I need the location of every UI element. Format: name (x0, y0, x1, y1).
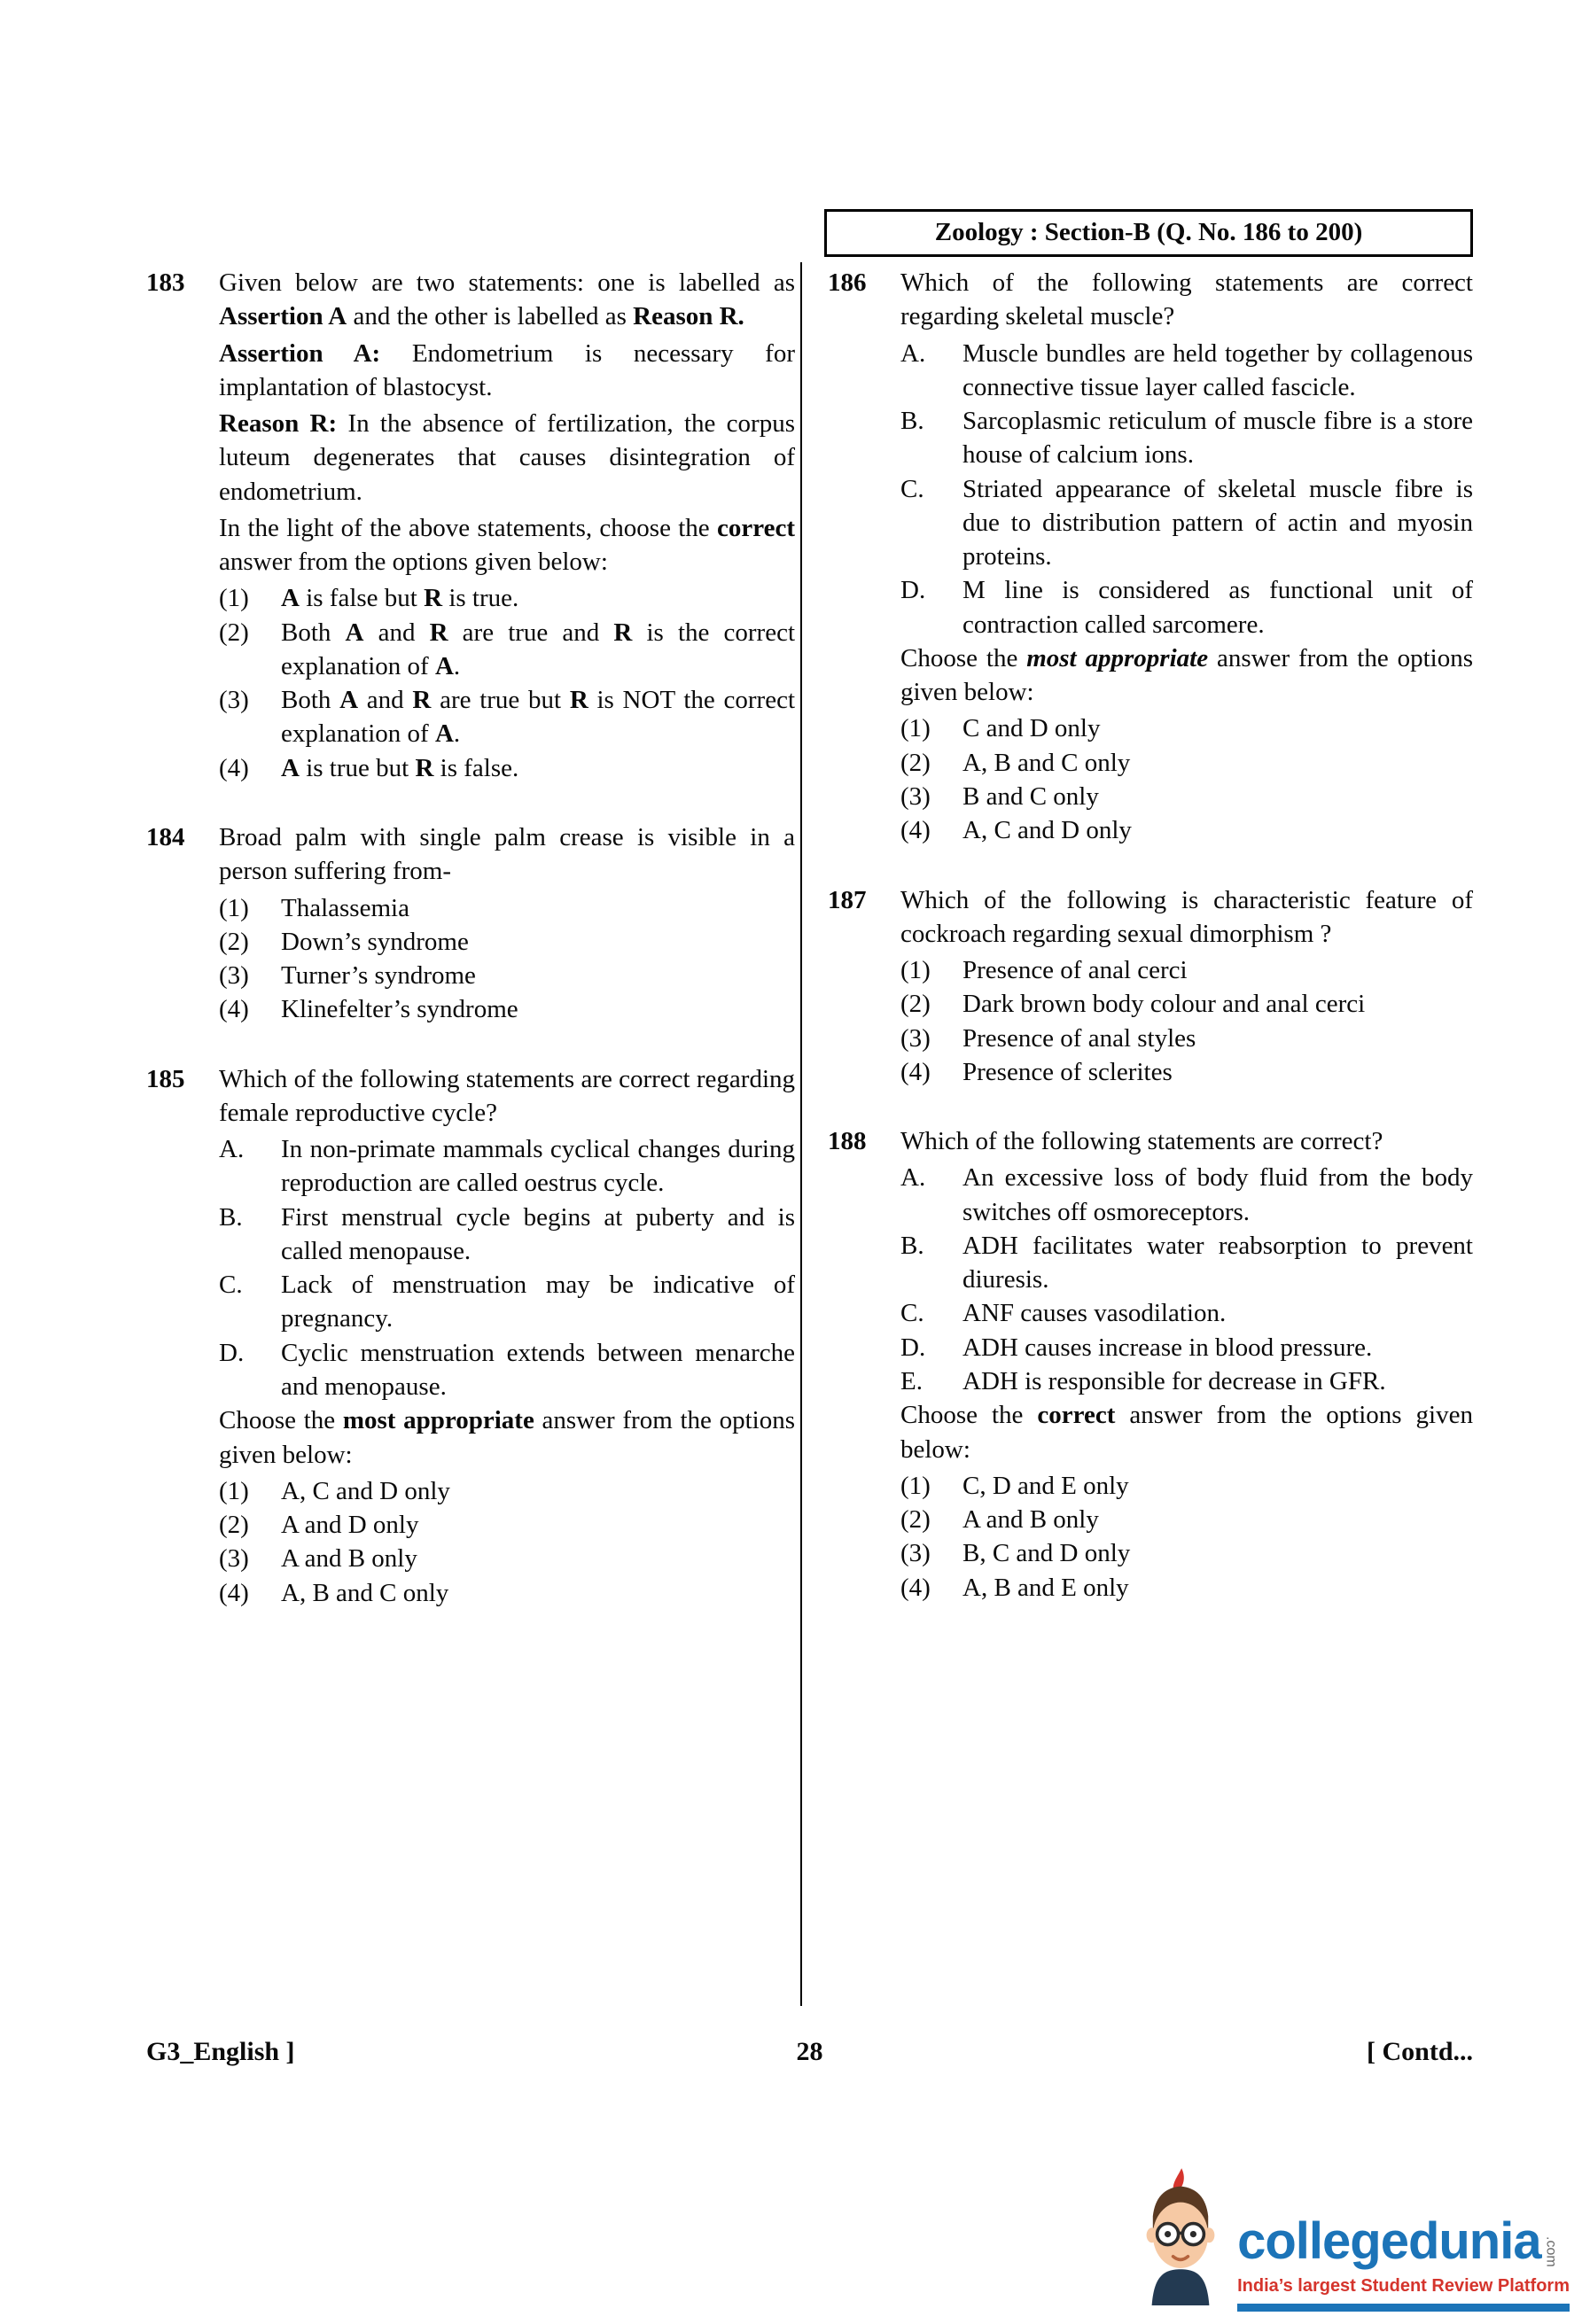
option-row (900, 1536, 1473, 1570)
question-187 (828, 883, 1473, 1090)
option-text (281, 1542, 795, 1575)
text-segment: Which of the following is characteristic feature of cockroach regarding sexual dimorphism ? (900, 885, 1473, 948)
text-segment: Reason R: (219, 409, 338, 439)
option-text (962, 1469, 1473, 1503)
column-right (828, 266, 1473, 1640)
text-segment: . (453, 719, 461, 749)
collegedunia-underline-bar (1237, 2304, 1570, 2312)
option-row (219, 1576, 795, 1610)
text-segment: Which of the following statements are correct? (900, 1127, 1383, 1156)
text-segment: M line is considered as functional unit of contraction called sarcomere. (962, 576, 1473, 639)
option-label: (1) (900, 1471, 931, 1500)
option-text (962, 746, 1473, 780)
statement-row (219, 1336, 795, 1404)
option-row (900, 1503, 1473, 1536)
statement-label: B. (900, 1231, 924, 1260)
question-number: 184 (146, 822, 185, 851)
text-segment: is true. (442, 584, 519, 613)
question-paragraph (900, 266, 1473, 334)
statement-text (962, 472, 1473, 574)
statement-label: A. (219, 1135, 245, 1164)
statement-label: C. (900, 1299, 924, 1328)
text-segment: C and D only (962, 714, 1101, 743)
option-label: (2) (219, 618, 249, 647)
question-183 (146, 266, 795, 785)
text-segment: ANF causes vasodilation. (962, 1299, 1227, 1328)
text-segment: R (569, 686, 588, 715)
text-segment: most appropriate (1026, 643, 1209, 672)
option-text (281, 751, 795, 785)
statement-label: D. (219, 1338, 245, 1367)
option-label: (4) (219, 753, 249, 782)
option-text (281, 925, 795, 959)
text-segment: A (339, 686, 359, 715)
text-segment: answer from the options given below: (219, 1406, 795, 1469)
text-segment: A, B and C only (281, 1578, 449, 1607)
column-left (146, 266, 795, 1645)
text-segment: Sarcoplasmic reticulum of muscle fibre is a store house of calcium ions. (962, 407, 1473, 470)
collegedunia-tld: .com (1543, 2235, 1559, 2267)
option-text (962, 987, 1473, 1021)
option-text (962, 711, 1473, 745)
option-label: (3) (219, 686, 249, 715)
question-paragraph (219, 337, 795, 405)
text-segment: is false. (433, 753, 519, 782)
text-segment: Klinefelter’s syndrome (281, 995, 518, 1024)
option-row (900, 1469, 1473, 1503)
option-label: (1) (219, 893, 249, 922)
option-label: (3) (900, 1023, 931, 1053)
text-segment: A, B and C only (962, 748, 1131, 777)
text-segment: Cyclic menstruation extends between menarche and menopause. (281, 1338, 795, 1401)
text-segment: Choose the (900, 643, 1027, 672)
statement-label: D. (900, 1333, 926, 1362)
statement-label: E. (900, 1366, 923, 1395)
statement-row (900, 1161, 1473, 1229)
text-segment: In the absence of fertilization, the corpus luteum degenerates that causes disintegration of endometrium. (219, 409, 795, 506)
text-segment: A, C and D only (962, 816, 1132, 845)
option-label: (2) (900, 990, 931, 1019)
text-segment: Endometrium is necessary for implantation of blastocyst. (219, 338, 795, 401)
option-row (900, 1055, 1473, 1089)
text-segment: A (345, 618, 364, 647)
statement-row (900, 1229, 1473, 1297)
option-row (219, 992, 795, 1026)
text-segment: is the correct explanation of (281, 618, 796, 680)
statement-row (900, 573, 1473, 641)
text-segment: An excessive loss of body fluid from the body switches off osmoreceptors. (962, 1163, 1473, 1226)
option-label: (4) (900, 1573, 931, 1602)
text-segment: A, B and E only (962, 1573, 1129, 1602)
statement-label: B. (219, 1202, 243, 1232)
text-segment: B, C and D only (962, 1539, 1131, 1568)
text-segment: . (453, 651, 461, 680)
option-label: (1) (219, 584, 249, 613)
option-row (219, 751, 795, 785)
text-segment: and the other is labelled as (347, 302, 634, 331)
option-label: (1) (900, 714, 931, 743)
text-segment: A, C and D only (281, 1476, 450, 1505)
text-segment: Down’s syndrome (281, 927, 469, 956)
question-number: 188 (828, 1127, 867, 1156)
question-paragraph (900, 1124, 1473, 1158)
text-segment: Which of the following statements are correct regarding female reproductive cycle? (219, 1064, 795, 1127)
option-text (281, 1576, 795, 1610)
text-segment: Choose the (900, 1401, 1038, 1430)
footer-booklet-code: G3_English ] (146, 2037, 295, 2066)
statement-label: A. (900, 1163, 926, 1193)
option-text (281, 683, 795, 751)
text-segment: Muscle bundles are held together by collagenous connective tissue layer called fascicle. (962, 338, 1473, 401)
option-row (219, 959, 795, 992)
collegedunia-logo-text (1237, 2211, 1570, 2315)
text-segment: and (358, 686, 413, 715)
text-segment: Given below are two statements: one is labelled as (219, 268, 795, 297)
text-segment: are true but (431, 686, 570, 715)
question-number: 186 (828, 268, 867, 297)
option-label: (4) (900, 1057, 931, 1086)
text-segment: Presence of sclerites (962, 1057, 1173, 1086)
text-segment: are true and (448, 618, 614, 647)
option-text (962, 1503, 1473, 1536)
text-segment: R (415, 753, 434, 782)
option-row (900, 987, 1473, 1021)
text-segment: Choose the (219, 1406, 343, 1435)
option-row (219, 683, 795, 751)
statement-row (219, 1268, 795, 1336)
text-segment: Assertion A (219, 302, 347, 331)
option-row (219, 1542, 795, 1575)
statement-text (281, 1268, 795, 1336)
statement-text (962, 1161, 1473, 1229)
question-paragraph (900, 883, 1473, 952)
text-segment: Reason R. (633, 302, 744, 331)
question-186 (828, 266, 1473, 848)
text-segment: Assertion A: (219, 338, 381, 368)
text-segment: A and D only (281, 1511, 419, 1540)
text-segment: Striated appearance of skeletal muscle fibre is due to distribution pattern of actin and myosin proteins. (962, 474, 1473, 571)
option-text (281, 891, 795, 925)
text-segment: In non-primate mammals cyclical changes during reproduction are called oestrus cycle. (281, 1135, 795, 1198)
text-segment: R (613, 618, 633, 647)
question-paragraph (900, 641, 1473, 710)
statement-text (962, 1296, 1473, 1330)
statement-row (900, 404, 1473, 472)
text-segment: A (434, 719, 454, 749)
text-segment: correct (1037, 1401, 1116, 1430)
option-text (962, 1536, 1473, 1570)
statement-text (281, 1201, 795, 1269)
option-row (900, 953, 1473, 987)
statement-row (900, 337, 1473, 405)
option-row (900, 1571, 1473, 1605)
collegedunia-mascot-icon (1133, 2166, 1228, 2315)
option-row (219, 891, 795, 925)
option-text (281, 959, 795, 992)
text-segment: A (281, 753, 300, 782)
text-segment: ADH causes increase in blood pressure. (962, 1333, 1373, 1362)
option-row (219, 1508, 795, 1542)
collegedunia-brand-name: collegedunia (1237, 2211, 1541, 2270)
option-label: (2) (900, 1505, 931, 1535)
text-segment: Thalassemia (281, 893, 409, 922)
option-label: (1) (900, 956, 931, 985)
option-text (962, 1055, 1473, 1089)
option-text (962, 780, 1473, 813)
option-row (900, 1022, 1473, 1055)
text-segment: A (281, 584, 300, 613)
question-185 (146, 1062, 795, 1610)
text-segment: correct (717, 513, 795, 542)
text-segment: Which of the following statements are correct regarding skeletal muscle? (900, 268, 1473, 331)
question-number: 185 (146, 1064, 185, 1093)
text-segment: A and B only (281, 1544, 417, 1574)
text-segment: is NOT the correct explanation of (281, 686, 795, 749)
question-paragraph (219, 820, 795, 889)
option-row (900, 780, 1473, 813)
statement-text (962, 1364, 1473, 1398)
question-body (219, 266, 795, 785)
option-row (219, 581, 795, 615)
text-segment: is true but (299, 753, 416, 782)
question-184 (146, 820, 795, 1027)
statement-label: A. (900, 338, 926, 368)
option-text (281, 992, 795, 1026)
text-segment: In the light of the above statements, choose the (219, 513, 717, 542)
collegedunia-tagline: India’s largest Student Review Platform (1237, 2275, 1570, 2296)
option-text (281, 581, 795, 615)
text-segment: First menstrual cycle begins at puberty and is called menopause. (281, 1202, 795, 1265)
question-body (219, 820, 795, 1027)
text-segment: most appropriate (342, 1406, 534, 1435)
option-label: (3) (219, 1544, 249, 1574)
option-text (281, 616, 795, 684)
question-paragraph (900, 1398, 1473, 1466)
text-segment: answer from the options given below: (900, 643, 1473, 707)
text-segment: Presence of anal styles (962, 1023, 1196, 1053)
option-label: (4) (900, 816, 931, 845)
footer-contd-label: [ Contd... (1366, 2037, 1473, 2066)
option-text (281, 1474, 795, 1508)
question-number: 187 (828, 885, 867, 914)
option-label: (2) (219, 927, 249, 956)
option-row (219, 1474, 795, 1508)
text-segment: C, D and E only (962, 1471, 1129, 1500)
text-segment: Turner’s syndrome (281, 961, 476, 991)
text-segment: R (424, 584, 443, 613)
section-header: Zoology : Section-B (Q. No. 186 to 200) (824, 209, 1473, 257)
text-segment: answer from the options given below: (219, 548, 608, 577)
option-text (281, 1508, 795, 1542)
text-segment: Lack of menstruation may be indicative of pregnancy. (281, 1271, 795, 1333)
statement-text (962, 1331, 1473, 1364)
option-text (962, 813, 1473, 847)
statement-text (962, 337, 1473, 405)
option-row (219, 925, 795, 959)
question-paragraph (219, 407, 795, 509)
statement-row (900, 1364, 1473, 1398)
text-segment: Dark brown body colour and anal cerci (962, 990, 1366, 1019)
option-text (962, 1571, 1473, 1605)
option-label: (2) (900, 748, 931, 777)
option-row (900, 746, 1473, 780)
question-paragraph (219, 511, 795, 579)
footer-page-number: 28 (796, 2037, 823, 2066)
statement-label: C. (219, 1271, 243, 1300)
option-row (900, 711, 1473, 745)
text-segment: Both (281, 686, 340, 715)
option-row (900, 813, 1473, 847)
statement-text (962, 573, 1473, 641)
question-188 (828, 1124, 1473, 1605)
option-row (219, 616, 795, 684)
text-segment: is false but (299, 584, 425, 613)
text-segment: Presence of anal cerci (962, 956, 1188, 985)
question-body (900, 1124, 1473, 1605)
question-body (900, 266, 1473, 848)
statement-row (219, 1201, 795, 1269)
option-label: (3) (900, 781, 931, 811)
option-label: (3) (900, 1539, 931, 1568)
column-divider (800, 262, 802, 2006)
text-segment: answer from the options given below: (900, 1401, 1473, 1464)
text-segment: R (412, 686, 432, 715)
question-number: 183 (146, 268, 185, 297)
statement-row (900, 1296, 1473, 1330)
statement-label: D. (900, 576, 926, 605)
statement-text (962, 1229, 1473, 1297)
statement-text (281, 1336, 795, 1404)
question-paragraph (219, 266, 795, 334)
option-label: (2) (219, 1511, 249, 1540)
option-label: (1) (219, 1476, 249, 1505)
question-paragraph (219, 1062, 795, 1131)
option-label: (4) (219, 995, 249, 1024)
statement-text (281, 1132, 795, 1201)
collegedunia-logo (1133, 2166, 1570, 2315)
text-segment: Broad palm with single palm crease is visible in a person suffering from- (219, 822, 795, 886)
text-segment: ADH facilitates water reabsorption to prevent diuresis. (962, 1231, 1473, 1294)
text-segment: A (434, 651, 454, 680)
question-body (219, 1062, 795, 1610)
statement-label: B. (900, 407, 924, 436)
statement-row (900, 472, 1473, 574)
text-segment: ADH is responsible for decrease in GFR. (962, 1366, 1386, 1395)
text-segment: A and B only (962, 1505, 1099, 1535)
option-text (962, 953, 1473, 987)
option-label: (3) (219, 961, 249, 991)
text-segment: Both (281, 618, 346, 647)
option-label: (4) (219, 1578, 249, 1607)
option-text (962, 1022, 1473, 1055)
statement-text (962, 404, 1473, 472)
text-segment: R (429, 618, 448, 647)
statement-row (219, 1132, 795, 1201)
statement-row (900, 1331, 1473, 1364)
question-body (900, 883, 1473, 1090)
text-segment: and (363, 618, 430, 647)
statement-label: C. (900, 474, 924, 503)
text-segment: B and C only (962, 781, 1099, 811)
question-paragraph (219, 1403, 795, 1472)
